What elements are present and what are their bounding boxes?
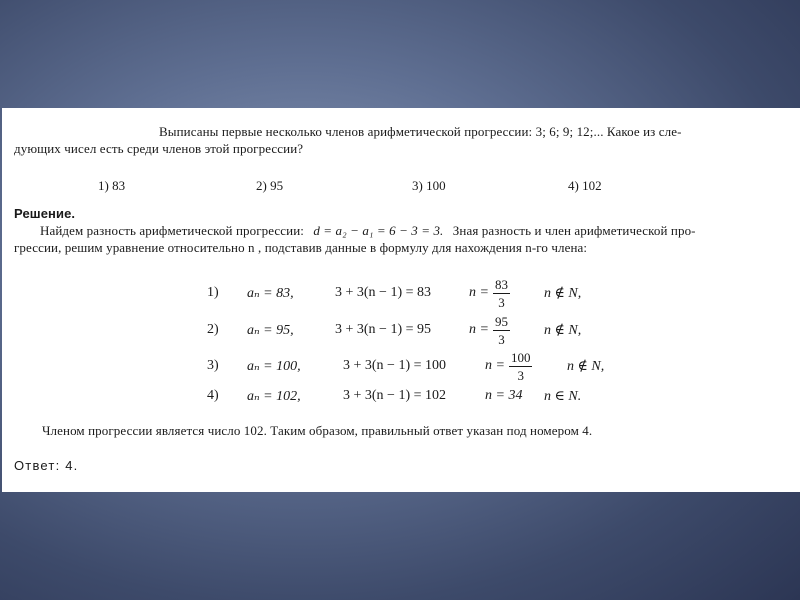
equation-row-1 [207,276,707,310]
equation-main: 3 + 3(n − 1) = 100 [343,358,447,373]
equation-solution [485,349,532,383]
fraction-denominator: 3 [498,294,505,310]
n-prefix: n = [485,358,505,373]
equation-number: 4) [207,388,219,403]
fraction-numerator: 100 [510,349,531,365]
fraction [493,314,510,347]
fraction-numerator: 95 [494,313,508,329]
equation-an: aₙ = 95, [247,322,294,338]
equation-solution: n = 34 [485,388,523,403]
solution-line-1b: Зная разность и член арифметической про- [452,223,696,238]
equation-row-4 [207,379,707,413]
n-prefix: n = [469,285,489,300]
formula-difference: d = a₂ − a₁ = 6 − 3 = 3. [313,223,444,238]
solution-line-1a: Найдем разность арифметической прогрессии: [40,223,304,238]
equation-an: aₙ = 83, [247,285,294,301]
equation-solution [469,313,510,347]
equation-an: aₙ = 100, [247,358,301,374]
equation-an: aₙ = 102, [247,388,301,404]
equation-number: 1) [207,285,219,300]
solution-line-1 [40,223,696,239]
problem-line-2: дующих чисел есть среди членов этой прогрессии? [14,141,304,156]
fraction [509,350,533,383]
option-4: 4) 102 [568,178,602,193]
equation-main: 3 + 3(n − 1) = 95 [335,322,432,337]
equation-membership: n ∉ N, [544,322,582,338]
fraction-denominator: 3 [517,367,524,383]
equation-main: 3 + 3(n − 1) = 102 [343,388,447,403]
option-2: 2) 95 [256,178,284,193]
solution-line-2: грессии, решим уравнение относительно n , подставив данные в формулу для нахождения n-го члена: [14,240,588,255]
fraction-numerator: 83 [494,276,508,292]
conclusion: Членом прогрессии является число 102. Таким образом, правильный ответ указан под номером 4. [42,423,593,438]
answer: Ответ: 4. [14,458,79,473]
n-prefix: n = [469,322,489,337]
option-1: 1) 83 [98,178,126,193]
equation-membership: n ∈ N. [544,388,582,404]
option-3: 3) 100 [412,178,446,193]
fraction-denominator: 3 [498,331,505,347]
document-panel [2,108,800,492]
equation-solution [469,276,510,310]
equation-membership: n ∉ N, [544,285,582,301]
fraction [493,277,510,310]
problem-line-1: Выписаны первые несколько членов арифметической прогрессии: 3; 6; 9; 12;... Какое из сле- [159,124,682,139]
equation-row-2 [207,313,707,347]
equation-number: 3) [207,358,219,373]
equation-number: 2) [207,322,219,337]
equation-main: 3 + 3(n − 1) = 83 [335,285,432,300]
equation-row-3 [207,349,707,383]
equation-membership: n ∉ N, [567,358,605,374]
solution-heading: Решение. [14,206,76,221]
